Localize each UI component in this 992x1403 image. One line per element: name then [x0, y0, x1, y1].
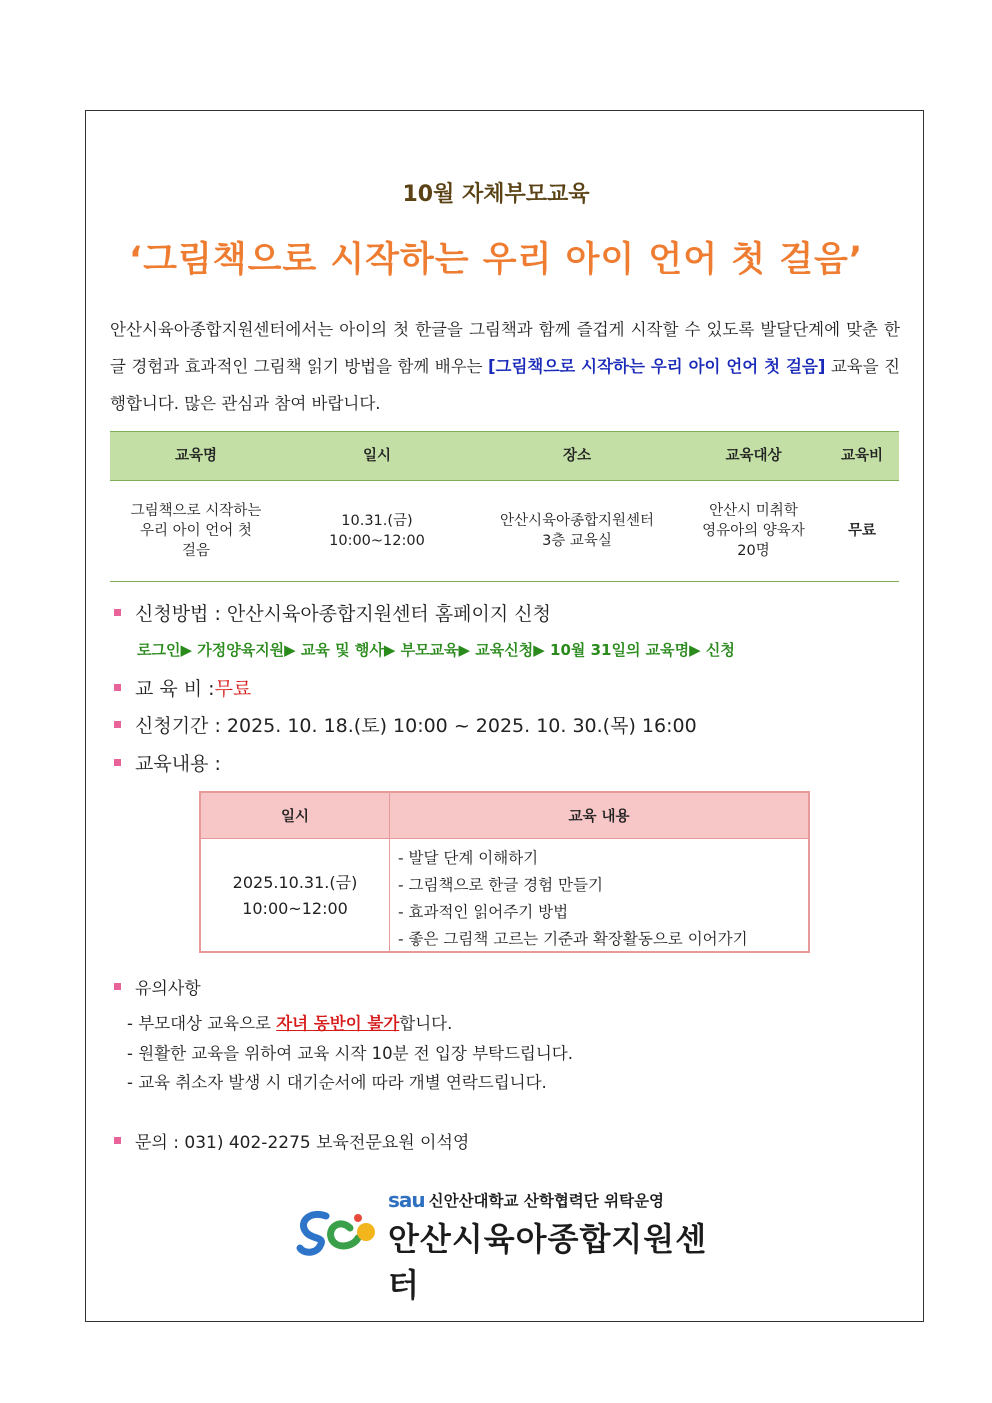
list-item: - 발달 단계 이해하기	[398, 849, 539, 867]
note-1-pre: - 부모대상 교육으로	[127, 1014, 277, 1033]
list-item: - 그림책으로 한글 경험 만들기	[398, 876, 603, 894]
header-fee: 교육비	[840, 448, 884, 464]
program-table-header	[110, 431, 899, 481]
bullet-icon	[114, 983, 121, 990]
intro-paragraph	[110, 311, 900, 422]
cell-datetime	[282, 511, 472, 551]
cell-target-line: 20명	[737, 543, 770, 559]
header-target: 교육대상	[725, 448, 782, 464]
contact-text: 문의 : 031) 402-2275 보육전문요원 이석영	[135, 1133, 470, 1153]
bullet-icon	[114, 1137, 121, 1144]
note-1-post: 합니다.	[399, 1014, 453, 1033]
note-1-emphasis: 자녀 동반이 불가	[276, 1014, 400, 1033]
bullet-icon	[114, 759, 121, 766]
content-label: 교육내용 :	[135, 753, 221, 775]
logo-top-text: 신안산대학교 산학협력단 위탁운영	[428, 1192, 665, 1210]
intro-text-2: 교육을 진행합니다. 많은 관심과 참여 바랍니다.	[110, 357, 900, 413]
cell-target-line: 영유아의 양육자	[702, 523, 805, 539]
notes-item	[114, 974, 201, 999]
schedule-table	[199, 791, 810, 953]
notes-label: 유의사항	[135, 979, 201, 999]
logo-mark-icon	[296, 1188, 380, 1260]
period-item	[114, 711, 697, 738]
cell-target	[682, 501, 825, 561]
content-item	[114, 749, 221, 776]
cell-place	[472, 511, 682, 551]
list-item: - 좋은 그림책 고르는 기준과 확장활동으로 이어가기	[398, 930, 748, 948]
cell-fee: 무료	[847, 523, 876, 539]
apply-path: 로그인▶ 가정양육지원▶ 교육 및 행사▶ 부모교육▶ 교육신청▶ 10월 31일의 교육명▶ 신청	[137, 641, 735, 659]
header-name: 교육명	[174, 448, 218, 464]
fee-item	[114, 674, 251, 701]
schedule-row	[201, 839, 808, 952]
contact-item	[114, 1128, 469, 1153]
cell-date: 10.31.(금)	[341, 513, 413, 529]
fee-label: 교 육 비 :	[135, 678, 215, 700]
page-title: ‘그림책으로 시작하는 우리 아이 언어 첫 걸음’	[128, 240, 864, 280]
period-text: 신청기간 : 2025. 10. 18.(토) 10:00 ~ 2025. 10. 30.(목) 16:00	[135, 715, 697, 737]
cell-target-line: 안산시 미취학	[709, 503, 798, 519]
bullet-icon	[114, 609, 121, 616]
schedule-header-content: 교육 내용	[568, 809, 630, 825]
apply-method-text: 신청방법 : 안산시육아종합지원센터 홈페이지 신청	[135, 603, 551, 625]
table-row	[110, 481, 899, 582]
schedule-time-line: 10:00~12:00	[242, 898, 348, 918]
cell-name-line: 그림책으로 시작하는	[130, 503, 262, 519]
header-place: 장소	[562, 448, 591, 464]
schedule-table-header	[201, 793, 808, 839]
bullet-icon	[114, 721, 121, 728]
schedule-date-line: 2025.10.31.(금)	[232, 872, 358, 892]
logo-main-text: 안산시육아종합지원센터	[388, 1220, 708, 1304]
logo-sau-mark: sau	[388, 1188, 425, 1212]
schedule-date	[201, 839, 390, 952]
header-datetime: 일시	[362, 448, 391, 464]
schedule-items	[390, 839, 808, 952]
logo-top-line	[388, 1188, 664, 1212]
page-subtitle: 10월 자체부모교육	[402, 182, 590, 207]
intro-highlight: [그림책으로 시작하는 우리 아이 언어 첫 걸음]	[487, 357, 826, 376]
cell-name	[110, 501, 282, 561]
cell-time: 10:00~12:00	[329, 533, 425, 549]
schedule-header-date: 일시	[201, 793, 390, 838]
cell-name-line: 걸음	[181, 543, 210, 559]
cell-place-line: 3층 교육실	[542, 533, 612, 549]
intro-text-1: 안산시육아종합지원센터에서는 아이의 첫 한글을 그림책과 함께 즐겁게 시작할 수 있도록 발달단계에 맞춘 한글 경험과 효과적인 그림책 읽기 방법을 함께 배우는	[110, 320, 900, 376]
cell-place-line: 안산시육아종합지원센터	[499, 513, 655, 529]
apply-method-item	[114, 599, 551, 626]
cell-name-line: 우리 아이 언어 첫	[140, 523, 252, 539]
list-item: - 효과적인 읽어주기 방법	[398, 903, 569, 921]
fee-value: 무료	[214, 678, 252, 700]
note-line-1	[127, 1010, 452, 1034]
center-logo	[296, 1188, 716, 1304]
bullet-icon	[114, 684, 121, 691]
note-line-3: - 교육 취소자 발생 시 대기순서에 따라 개별 연락드립니다.	[127, 1073, 547, 1092]
program-table	[110, 431, 899, 582]
note-line-2: - 원활한 교육을 위하여 교육 시작 10분 전 입장 부탁드립니다.	[127, 1044, 573, 1063]
